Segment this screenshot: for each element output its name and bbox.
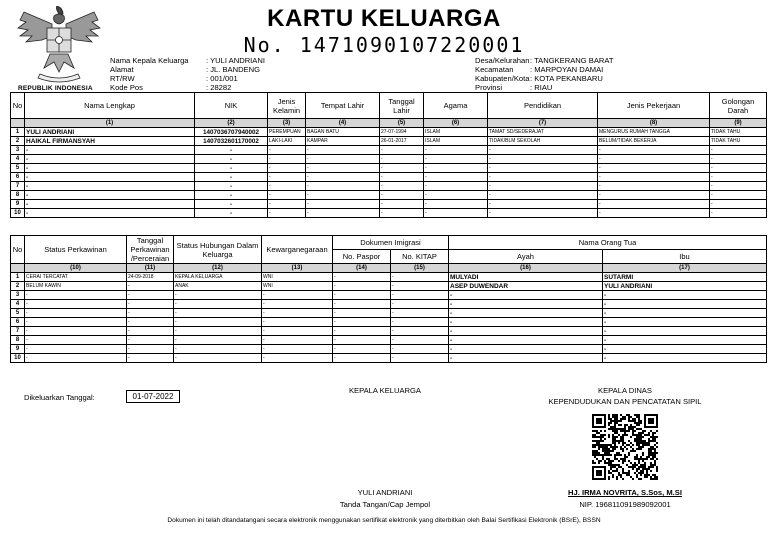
cell-hubungan: KEPALA KELUARGA — [174, 273, 262, 282]
issued-date-label: Dikeluarkan Tanggal: — [24, 393, 95, 402]
info-value: : MARPOYAN DAMAI — [530, 65, 604, 74]
cell-tgl: - — [127, 309, 174, 318]
info-label: Desa/Kelurahan — [475, 56, 530, 65]
cell-pendidikan: - — [488, 200, 598, 209]
info-label: RT/RW — [110, 74, 135, 83]
cell-tgl: - — [127, 282, 174, 291]
cell-ayah: - — [449, 336, 603, 345]
cell-wn: - — [262, 309, 333, 318]
cell-wn: - — [262, 318, 333, 327]
cell-jk: - — [268, 182, 306, 191]
cell-pendidikan: - — [488, 173, 598, 182]
cell-ibu: - — [603, 336, 767, 345]
info-value: : TANGKERANG BARAT — [530, 56, 614, 65]
cell-jk: - — [268, 146, 306, 155]
kepala-keluarga-name: YULI ANDRIANI — [357, 488, 413, 497]
cell-no: 6 — [11, 173, 25, 182]
cell-gol: - — [710, 209, 767, 218]
cell-paspor: - — [333, 318, 391, 327]
cell-nik: - — [195, 155, 268, 164]
family-members-table — [10, 92, 767, 218]
cell-jk: - — [268, 155, 306, 164]
cell-nama: - — [25, 146, 195, 155]
col-number: (4) — [306, 119, 380, 128]
table-row — [11, 336, 767, 345]
cell-tempat: BAGAN BATU — [306, 128, 380, 137]
cell-tgl: - — [380, 200, 424, 209]
info-value: : 001/001 — [206, 74, 238, 83]
cell-nama: HAIKAL FIRMANSYAH — [25, 137, 195, 146]
cell-ayah: - — [449, 300, 603, 309]
col-number: (17) — [603, 264, 767, 273]
cell-hubungan: - — [174, 300, 262, 309]
cell-pekerjaan: - — [598, 191, 710, 200]
cell-gol: - — [710, 146, 767, 155]
cell-tempat: - — [306, 191, 380, 200]
cell-pekerjaan: MENGURUS RUMAH TANGGA — [598, 128, 710, 137]
emblem-caption: REPUBLIK INDONESIA — [18, 85, 93, 92]
table-row — [11, 309, 767, 318]
cell-tgl: - — [127, 318, 174, 327]
cell-status: - — [25, 291, 127, 300]
cell-tgl: 27-07-1994 — [380, 128, 424, 137]
cell-paspor: - — [333, 291, 391, 300]
info-label: Provinsi — [475, 83, 503, 92]
cell-agama: - — [424, 209, 488, 218]
table-row — [11, 164, 767, 173]
cell-tgl: - — [380, 155, 424, 164]
cell-status: BELUM KAWIN — [25, 282, 127, 291]
cell-paspor: - — [333, 273, 391, 282]
cell-no: 10 — [11, 209, 25, 218]
cell-ayah: - — [449, 318, 603, 327]
cell-agama: - — [424, 155, 488, 164]
cell-ibu: - — [603, 300, 767, 309]
cell-pekerjaan: BELUM/TIDAK BEKERJA — [598, 137, 710, 146]
cell-wn: WNI — [262, 273, 333, 282]
dinas-official-name: HJ. IRMA NOVRITA, S.Sos, M.SI — [568, 488, 682, 497]
cell-pendidikan: - — [488, 191, 598, 200]
cell-wn: - — [262, 345, 333, 354]
col-number: (9) — [710, 119, 767, 128]
col-number: (7) — [488, 119, 598, 128]
cell-nik: - — [195, 209, 268, 218]
cell-agama: - — [424, 173, 488, 182]
issued-date-value: 01-07-2022 — [126, 390, 180, 403]
cell-agama: - — [424, 182, 488, 191]
cell-gol: - — [710, 182, 767, 191]
info-label: Nama Kepala Keluarga — [110, 56, 189, 65]
col-header-status-perkawinan: Status Perkawinan — [25, 236, 127, 264]
cell-tgl: - — [380, 191, 424, 200]
cell-tgl: - — [380, 146, 424, 155]
table-row — [11, 354, 767, 363]
cell-agama: - — [424, 146, 488, 155]
cell-tgl: 26-01-2017 — [380, 137, 424, 146]
info-label: Alamat — [110, 65, 134, 74]
info-value: : JL. BANDENG — [206, 65, 261, 74]
cell-ayah: ASEP DUWENDAR — [449, 282, 603, 291]
cell-pendidikan: TIDAK/BLM SEKOLAH — [488, 137, 598, 146]
cell-tgl: - — [127, 345, 174, 354]
cell-tempat: - — [306, 173, 380, 182]
kepala-keluarga-title: KEPALA KELUARGA — [348, 386, 422, 395]
document-number: No. 1471090107220001 — [243, 33, 525, 57]
cell-ibu: SUTARMI — [603, 273, 767, 282]
cell-hubungan: - — [174, 291, 262, 300]
cell-no: 8 — [11, 191, 25, 200]
cell-gol: - — [710, 191, 767, 200]
table-row — [11, 300, 767, 309]
cell-status: - — [25, 336, 127, 345]
cell-no: 7 — [11, 327, 25, 336]
cell-tgl: - — [380, 173, 424, 182]
col-number: (3) — [268, 119, 306, 128]
cell-tempat: - — [306, 155, 380, 164]
cell-paspor: - — [333, 309, 391, 318]
family-info-left — [110, 56, 265, 92]
cell-hubungan: - — [174, 345, 262, 354]
col-header-agama: Agama — [424, 93, 488, 119]
cell-pekerjaan: - — [598, 173, 710, 182]
cell-kitap: - — [391, 354, 449, 363]
cell-nik: - — [195, 173, 268, 182]
col-header-dokumen-imigrasi: Dokumen Imigrasi — [333, 236, 449, 250]
cell-jk: - — [268, 191, 306, 200]
cell-ibu: - — [603, 318, 767, 327]
col-header-no: No — [11, 93, 25, 119]
cell-wn: - — [262, 291, 333, 300]
col-number: (14) — [333, 264, 391, 273]
cell-jk: - — [268, 209, 306, 218]
cell-pekerjaan: - — [598, 146, 710, 155]
family-status-table — [10, 235, 767, 363]
cell-paspor: - — [333, 282, 391, 291]
col-header-tanggal-perkawinan: Tanggal Perkawinan /Perceraian — [127, 236, 174, 264]
cell-tgl: 24-09-2018 — [127, 273, 174, 282]
cell-no: 3 — [11, 291, 25, 300]
cell-jk: - — [268, 164, 306, 173]
col-header-golongan-darah: Golongan Darah — [710, 93, 767, 119]
col-header-status-hubungan: Status Hubungan Dalam Keluarga — [174, 236, 262, 264]
cell-status: - — [25, 318, 127, 327]
cell-nik: 1407036707940002 — [195, 128, 268, 137]
cell-paspor: - — [333, 345, 391, 354]
col-header-pekerjaan: Jenis Pekerjaan — [598, 93, 710, 119]
col-header-no-paspor: No. Paspor — [333, 250, 391, 264]
cell-jk: - — [268, 173, 306, 182]
col-number: (16) — [449, 264, 603, 273]
col-number: (8) — [598, 119, 710, 128]
cell-status: - — [25, 300, 127, 309]
cell-agama: - — [424, 164, 488, 173]
cell-paspor: - — [333, 327, 391, 336]
cell-kitap: - — [391, 300, 449, 309]
cell-status: - — [25, 354, 127, 363]
table-row — [11, 182, 767, 191]
table-row — [11, 200, 767, 209]
cell-paspor: - — [333, 354, 391, 363]
cell-ayah: - — [449, 309, 603, 318]
col-number: (5) — [380, 119, 424, 128]
cell-nik: 1407032601170002 — [195, 137, 268, 146]
cell-gol: - — [710, 164, 767, 173]
cell-no: 3 — [11, 146, 25, 155]
info-value: : RIAU — [530, 83, 553, 92]
cell-kitap: - — [391, 291, 449, 300]
cell-pekerjaan: - — [598, 155, 710, 164]
col-header-nama-orang-tua: Nama Orang Tua — [449, 236, 767, 250]
cell-tgl: - — [380, 209, 424, 218]
dinas-official-nip: NIP. 196811091989092001 — [579, 500, 671, 509]
cell-wn: WNI — [262, 282, 333, 291]
cell-hubungan: - — [174, 327, 262, 336]
cell-kitap: - — [391, 336, 449, 345]
cell-no: 8 — [11, 336, 25, 345]
cell-no: 2 — [11, 282, 25, 291]
col-number: (13) — [262, 264, 333, 273]
cell-gol: TIDAK TAHU — [710, 137, 767, 146]
cell-gol: - — [710, 200, 767, 209]
cell-tgl: - — [127, 354, 174, 363]
table-row — [11, 345, 767, 354]
table-row — [11, 155, 767, 164]
info-label: Kecamatan — [475, 65, 514, 74]
cell-agama: ISLAM — [424, 128, 488, 137]
cell-tempat: - — [306, 182, 380, 191]
cell-pekerjaan: - — [598, 209, 710, 218]
table-row — [11, 191, 767, 200]
cell-ibu: YULI ANDRIANI — [603, 282, 767, 291]
cell-pendidikan: - — [488, 155, 598, 164]
cell-nama: - — [25, 155, 195, 164]
cell-gol: TIDAK TAHU — [710, 128, 767, 137]
cell-gol: - — [710, 155, 767, 164]
info-value: : 28282 — [206, 83, 232, 92]
cell-tempat: - — [306, 146, 380, 155]
table-row — [11, 327, 767, 336]
col-number: (15) — [391, 264, 449, 273]
family-info-right — [475, 56, 614, 92]
cell-tgl: - — [380, 182, 424, 191]
cell-kitap: - — [391, 327, 449, 336]
col-header-no: No — [11, 236, 25, 264]
cell-hubungan: - — [174, 318, 262, 327]
cell-pekerjaan: - — [598, 200, 710, 209]
cell-kitap: - — [391, 345, 449, 354]
cell-wn: - — [262, 300, 333, 309]
table-row — [11, 137, 767, 146]
cell-ayah: - — [449, 354, 603, 363]
col-header-ibu: Ibu — [603, 250, 767, 264]
cell-tempat: - — [306, 209, 380, 218]
kepala-keluarga-caption: Tanda Tangan/Cap Jempol — [339, 500, 431, 509]
cell-tempat: KAMPAR — [306, 137, 380, 146]
cell-nik: - — [195, 164, 268, 173]
info-value: : KOTA PEKANBARU — [530, 74, 603, 83]
cell-hubungan: - — [174, 309, 262, 318]
cell-no: 1 — [11, 128, 25, 137]
cell-pendidikan: - — [488, 182, 598, 191]
dinas-title: KEPALA DINAS — [598, 386, 652, 395]
cell-no: 10 — [11, 354, 25, 363]
col-number: (11) — [127, 264, 174, 273]
cell-kitap: - — [391, 273, 449, 282]
cell-wn: - — [262, 354, 333, 363]
cell-status: - — [25, 327, 127, 336]
col-header-nama: Nama Lengkap — [25, 93, 195, 119]
cell-no: 7 — [11, 182, 25, 191]
cell-no: 5 — [11, 164, 25, 173]
cell-ibu: - — [603, 291, 767, 300]
cell-ibu: - — [603, 345, 767, 354]
cell-tgl: - — [127, 291, 174, 300]
cell-wn: - — [262, 336, 333, 345]
cell-tempat: - — [306, 200, 380, 209]
col-number: (10) — [25, 264, 127, 273]
cell-no: 9 — [11, 200, 25, 209]
cell-tgl: - — [127, 336, 174, 345]
table-row — [11, 173, 767, 182]
cell-no: 5 — [11, 309, 25, 318]
col-number: (2) — [195, 119, 268, 128]
cell-agama: - — [424, 200, 488, 209]
cell-no: 4 — [11, 300, 25, 309]
info-label: Kabupaten/Kota — [475, 74, 530, 83]
table-row — [11, 146, 767, 155]
cell-ayah: - — [449, 327, 603, 336]
cell-tempat: - — [306, 164, 380, 173]
electronic-signature-notice: Dokumen ini telah ditandatangani secara elektronik menggunakan sertifikat elektronik yang diterbitkan oleh Balai Sertifikasi Elektronik (BSrE), BSSN — [167, 517, 601, 524]
cell-ayah: - — [449, 345, 603, 354]
cell-ibu: - — [603, 309, 767, 318]
cell-pendidikan: TAMAT SD/SEDERAJAT — [488, 128, 598, 137]
cell-jk: PEREMPUAN — [268, 128, 306, 137]
col-header-nik: NIK — [195, 93, 268, 119]
table-row — [11, 273, 767, 282]
cell-ibu: - — [603, 327, 767, 336]
cell-jk: - — [268, 200, 306, 209]
info-value: : YULI ANDRIANI — [206, 56, 265, 65]
cell-agama: - — [424, 191, 488, 200]
cell-nama: - — [25, 182, 195, 191]
cell-nama: YULI ANDRIANI — [25, 128, 195, 137]
cell-ayah: - — [449, 291, 603, 300]
col-header-jenis-kelamin: Jenis Kelamin — [268, 93, 306, 119]
cell-nik: - — [195, 182, 268, 191]
cell-wn: - — [262, 327, 333, 336]
table-row — [11, 209, 767, 218]
cell-jk: LAKI-LAKI — [268, 137, 306, 146]
cell-nama: - — [25, 164, 195, 173]
col-header-ayah: Ayah — [449, 250, 603, 264]
cell-nama: - — [25, 200, 195, 209]
document-title: KARTU KELUARGA — [267, 5, 501, 32]
cell-pekerjaan: - — [598, 182, 710, 191]
cell-nama: - — [25, 173, 195, 182]
cell-tgl: - — [380, 164, 424, 173]
cell-pendidikan: - — [488, 209, 598, 218]
table-row — [11, 282, 767, 291]
cell-nama: - — [25, 191, 195, 200]
cell-no: 9 — [11, 345, 25, 354]
cell-kitap: - — [391, 309, 449, 318]
cell-no: 2 — [11, 137, 25, 146]
col-header-tanggal-lahir: Tanggal Lahir — [380, 93, 424, 119]
cell-nama: - — [25, 209, 195, 218]
col-header-kewarganegaraan: Kewarganegaraan — [262, 236, 333, 264]
cell-tgl: - — [127, 300, 174, 309]
cell-gol: - — [710, 173, 767, 182]
cell-status: CERAI TERCATAT — [25, 273, 127, 282]
cell-ibu: - — [603, 354, 767, 363]
table-row — [11, 318, 767, 327]
cell-paspor: - — [333, 300, 391, 309]
cell-kitap: - — [391, 318, 449, 327]
table-row — [11, 128, 767, 137]
cell-nik: - — [195, 200, 268, 209]
cell-hubungan: ANAK — [174, 282, 262, 291]
qr-code-icon — [592, 414, 658, 480]
col-header-no-kitap: No. KITAP — [391, 250, 449, 264]
cell-ayah: MULYADI — [449, 273, 603, 282]
cell-no: 1 — [11, 273, 25, 282]
cell-kitap: - — [391, 282, 449, 291]
dinas-subtitle: KEPENDUDUKAN DAN PENCATATAN SIPIL — [548, 397, 702, 406]
table-row — [11, 291, 767, 300]
cell-pendidikan: - — [488, 146, 598, 155]
cell-no: 6 — [11, 318, 25, 327]
cell-hubungan: - — [174, 354, 262, 363]
cell-no: 4 — [11, 155, 25, 164]
cell-agama: ISLAM — [424, 137, 488, 146]
cell-status: - — [25, 345, 127, 354]
col-header-tempat-lahir: Tempat Lahir — [306, 93, 380, 119]
cell-nik: - — [195, 146, 268, 155]
cell-tgl: - — [127, 327, 174, 336]
cell-nik: - — [195, 191, 268, 200]
col-number: (12) — [174, 264, 262, 273]
cell-paspor: - — [333, 336, 391, 345]
col-header-pendidikan: Pendidikan — [488, 93, 598, 119]
info-label: Kode Pos — [110, 83, 143, 92]
cell-pendidikan: - — [488, 164, 598, 173]
cell-status: - — [25, 309, 127, 318]
col-number: (6) — [424, 119, 488, 128]
col-number: (1) — [25, 119, 195, 128]
cell-pekerjaan: - — [598, 164, 710, 173]
cell-hubungan: - — [174, 336, 262, 345]
